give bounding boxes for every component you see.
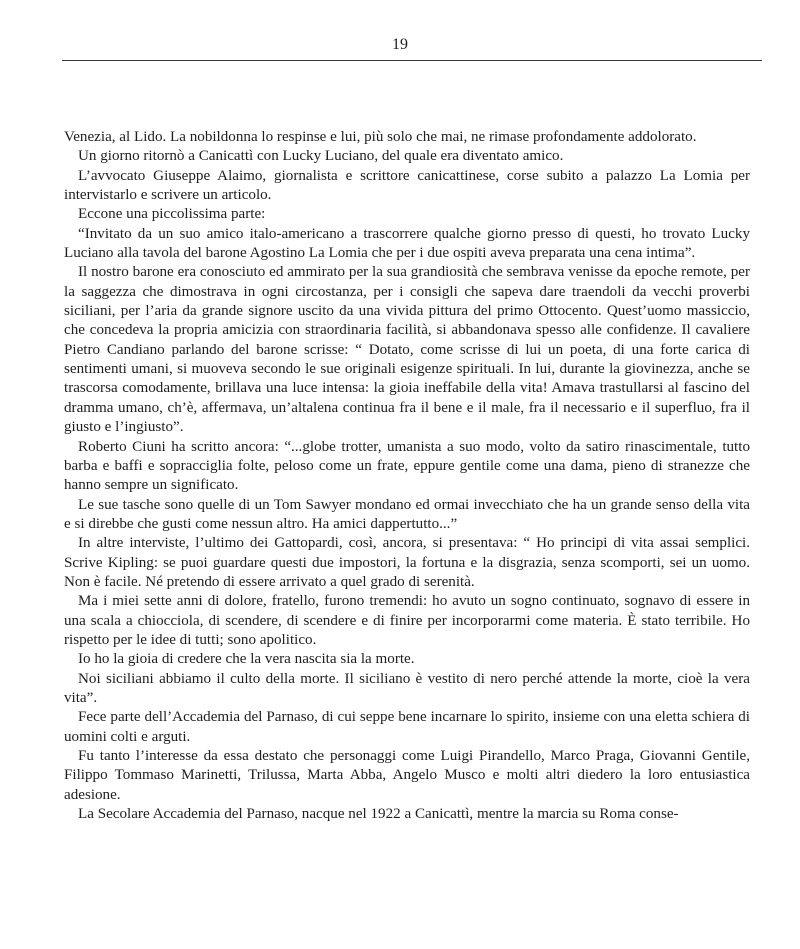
paragraph-4: Eccone una piccolissima parte: bbox=[78, 206, 266, 223]
paragraph-12: Noi siciliani abbiamo il culto della morte. Il siciliano è vestito di nero perché attende la morte, cioè la vera vita”. bbox=[64, 670, 750, 706]
paragraph-3: L’avvocato Giuseppe Alaimo, giornalista e scrittore canicattinese, corse subito a palazzo La Lomia per intervistarlo e scrivere un articolo. bbox=[64, 167, 750, 204]
paragraph-8: Le sue tasche sono quelle di un Tom Sawyer mondano ed ormai invecchiato che ha un grande senso della vita e si direbbe che gusti come nessun altro. Ha amici dappertutto...” bbox=[64, 496, 750, 532]
paragraph-9: In altre interviste, l’ultimo dei Gattopardi, così, ancora, si presentava: “ Ho principi di vita assai semplici. Scrive Kipling: se puoi guardare questi due impostori, la fortuna e la disgrazia, senza scomporti, sei un uomo. Non è facile. Né pretendo di essere arrivato a quel grado di serenità. bbox=[64, 535, 750, 590]
paragraph-15: La Secolare Accademia del Parnaso, nacque nel 1922 a Canicattì, mentre la marcia su Roma conse- bbox=[78, 806, 679, 823]
page-number: 19 bbox=[392, 36, 408, 53]
paragraph-14: Fu tanto l’interesse da essa destato che personaggi come Luigi Pirandello, Marco Praga, Giovanni Gentile, Filippo Tommaso Marinetti, Trilussa, Marta Abba, Angelo Musco e molti altri diedero la loro entusiastica adesione. bbox=[64, 748, 750, 803]
paragraph-6: Il nostro barone era conosciuto ed ammirato per la sua grandiosità che sembrava venisse da epoche remote, per la saggezza che dimostrava in ogni circostanza, per i consigli che sapeva dare traendoli da vecchi proverbi siciliani, per l’aria da grande signore uscito da una vivida pittura del primo Ottocento. Quest’uomo massiccio, che concedeva la propria amicizia con straordinaria facilità, si abbandonava spesso alle confidenze. Il cavaliere Pietro Candiano parlando del barone scrisse: “ Dotato, come scrisse di lui un poeta, di una forte carica di sentimenti umani, si muoveva secondo le sue originali esigenze spirituali. In lui, durante la giovinezza, anche se trascorsa comodamente, brillava una luce intensa: la gioia ineffabile della vita! Amava trastullarsi al fascino del dramma umano, ch’è, affermava, un’altalena continua fra il bene e il male, fra il necessario e il superfluo, fra il giusto e l’ingiusto”. bbox=[64, 264, 750, 436]
paragraph-11: Io ho la gioia di credere che la vera nascita sia la morte. bbox=[78, 651, 415, 668]
paragraph-1: Venezia, al Lido. La nobildonna lo respinse e lui, più solo che mai, ne rimase profondamente addolorato. bbox=[64, 129, 697, 145]
body-text bbox=[64, 128, 750, 824]
paragraph-2: Un giorno ritornò a Canicattì con Lucky Luciano, del quale era diventato amico. bbox=[78, 148, 564, 165]
header-rule bbox=[62, 60, 762, 61]
paragraph-7: Roberto Ciuni ha scritto ancora: “...globe trotter, umanista a suo modo, volto da satiro rinascimentale, tutto barba e baffi e sopracciglia folte, peloso come un frate, eppure gentile come una dama, pieno di stranezze che hanno sempre un significato. bbox=[64, 438, 750, 494]
paragraph-13: Fece parte dell’Accademia del Parnaso, di cui seppe bene incarnare lo spirito, insieme con una eletta schiera di uomini colti e arguti. bbox=[64, 709, 750, 745]
paragraph-10: Ma i miei sette anni di dolore, fratello, furono tremendi: ho avuto un sogno continuato, sognavo di essere in una scala a chiocciola, di scendere, di scendere e di finire per incorporarmi come materia. È stato terribile. Ho rispetto per le idee di tutti; sono apolitico. bbox=[64, 593, 750, 648]
paragraph-5: “Invitato da un suo amico italo-americano a trascorrere qualche giorno presso di questi, ho trovato Lucky Luciano alla tavola del barone Agostino La Lomia che per i due ospiti aveva preparata una cena intima”. bbox=[64, 225, 750, 262]
